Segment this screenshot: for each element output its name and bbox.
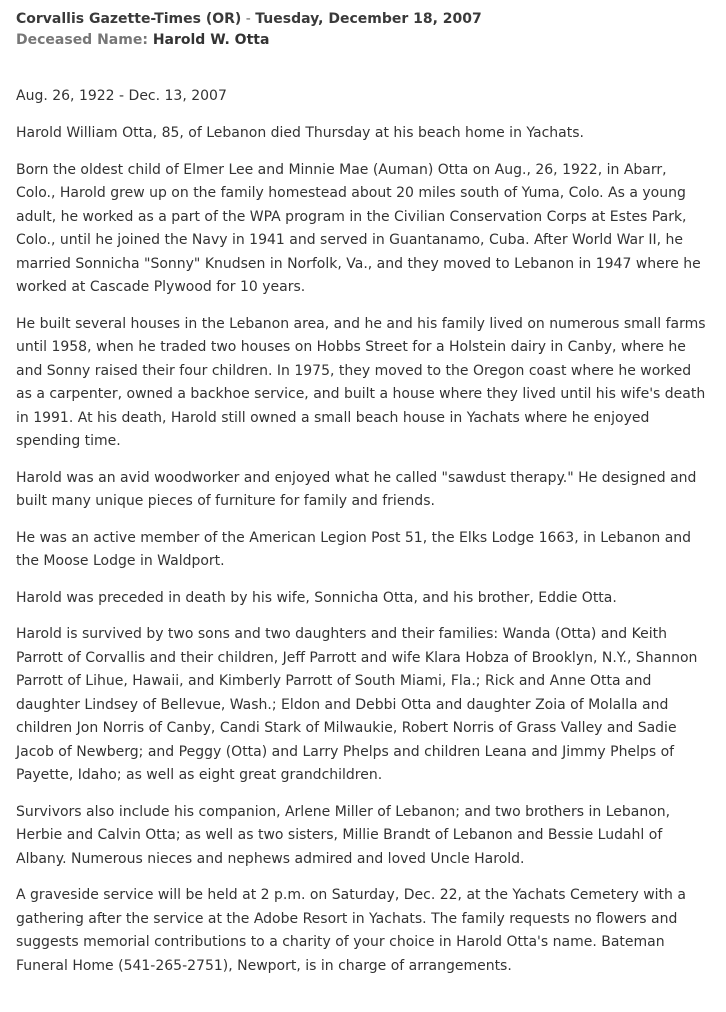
obituary-paragraph: A graveside service will be held at 2 p.m. on Saturday, Dec. 22, at the Yachats Cemetery with a gathering after the service at the Adobe Resort in Yachats. The family requests no flowers and suggests memorial contributions to a charity of your choice in Harold Otta's name. Bateman Funeral Home (541-265-2751), Newport, is in charge of arrangements.	[16, 887, 686, 974]
source-header	[16, 10, 710, 29]
obituary-paragraph: Harold William Otta, 85, of Lebanon died Thursday at his beach home in Yachats.	[16, 125, 584, 141]
life-dates: Aug. 26, 1922 - Dec. 13, 2007	[16, 88, 227, 104]
obituary-paragraph: He built several houses in the Lebanon area, and he and his family lived on numerous small farms until 1958, when he traded two houses on Hobbs Street for a Holstein dairy in Canby, where he and Sonny raised their four children. In 1975, they moved to the Oregon coast where he worked as a carpenter, owned a backhoe service, and built a house where they lived until his wife's death in 1991. At his death, Harold still owned a small beach house in Yachats where he enjoyed spending time.	[16, 315, 706, 449]
deceased-header	[16, 31, 710, 50]
obituary-paragraph: Harold was preceded in death by his wife, Sonnicha Otta, and his brother, Eddie Otta.	[16, 589, 617, 606]
publication-name: Corvallis Gazette-Times (OR)	[16, 11, 242, 27]
obituary-paragraph: Survivors also include his companion, Arlene Miller of Lebanon; and two brothers in Lebanon, Herbie and Calvin Otta; as well as two sisters, Millie Brandt of Lebanon and Bessie Ludahl of Albany. Numerous nieces and nephews admired and loved Uncle Harold.	[16, 803, 671, 867]
publication-date: Tuesday, December 18, 2007	[255, 11, 482, 27]
obituary-paragraph: Born the oldest child of Elmer Lee and Minnie Mae (Auman) Otta on Aug., 26, 1922, in Abarr, Colo., Harold grew up on the family homestead about 20 miles south of Yuma, Colo. As a young adult, he worked as a part of the WPA program in the Civilian Conservation Corps at Estes Park, Colo., until he joined the Navy in 1941 and served in Guantanamo, Cuba. After World War II, he married Sonnicha "Sonny" Knudsen in Norfolk, Va., and they moved to Lebanon in 1947 where he worked at Cascade Plywood for 10 years.	[16, 161, 701, 295]
deceased-name: Harold W. Otta	[152, 32, 270, 48]
obituary-paragraph: He was an active member of the American Legion Post 51, the Elks Lodge 1663, in Lebanon and the Moose Lodge in Waldport.	[16, 529, 692, 569]
obituary-paragraph: Harold is survived by two sons and two daughters and their families: Wanda (Otta) and Keith Parrott of Corvallis and their children, Jeff Parrott and wife Klara Hobza of Brooklyn, N.Y., Shannon Parrott of Lihue, Hawaii, and Kimberly Parrott of South Miami, Fla.; Rick and Anne Otta and daughter Lindsey of Bellevue, Wash.; Eldon and Debbi Otta and daughter Zoia of Molalla and children Jon Norris of Canby, Candi Stark of Milwaukie, Robert Norris of Grass Valley and Sadie Jacob of Newberg; and Peggy (Otta) and Larry Phelps and children Leana and Jimmy Phelps of Payette, Idaho; as well as eight great grandchildren.	[16, 626, 698, 783]
header-separator: -	[241, 11, 256, 27]
obituary-paragraph: Harold was an avid woodworker and enjoyed what he called "sawdust therapy." He designed and built many unique pieces of furniture for family and friends.	[16, 469, 697, 509]
deceased-label: Deceased Name:	[16, 32, 148, 48]
